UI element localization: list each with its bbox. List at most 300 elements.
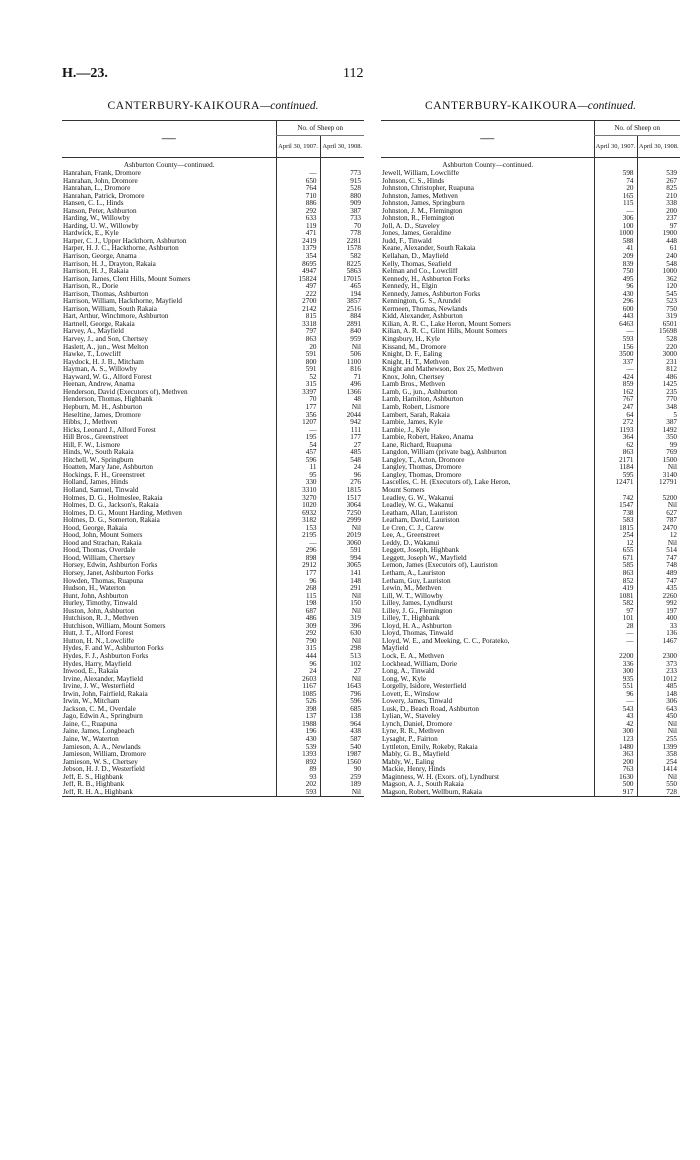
- sheep-count-1907: 2171: [594, 457, 637, 465]
- table-row: [381, 170, 680, 178]
- table-row: [381, 759, 680, 767]
- owner-name: Johnson, C. S., Hinds: [382, 177, 445, 185]
- owner-name: Lamb, Robert, Lismore: [382, 403, 450, 411]
- owner-name: Lloyd, H. A., Ashburton: [382, 622, 452, 630]
- table-row: [62, 442, 364, 450]
- sheep-count-1907: 1020: [276, 502, 320, 510]
- sheep-count-1907: 306: [594, 215, 637, 223]
- table-row: [381, 434, 680, 442]
- table-row: [62, 359, 364, 367]
- table-row: [62, 532, 364, 540]
- sheep-count-1908: 1100: [320, 359, 364, 367]
- owner-name: Jeff, R. B., Highbank: [63, 781, 125, 789]
- table-row: [62, 630, 364, 638]
- sheep-count-1908: 27: [320, 668, 364, 676]
- sheep-count-1908: 825: [637, 185, 680, 193]
- table-row: [62, 728, 364, 736]
- table-row: [62, 374, 364, 382]
- sheep-count-1907: 309: [276, 623, 320, 631]
- owner-name: Hydes, F. and W., Ashburton Forks: [63, 645, 164, 653]
- owner-name: Lilley, T., Highbank: [382, 615, 440, 623]
- table-row: [381, 457, 680, 465]
- sheep-count-1907: 2419: [276, 238, 320, 246]
- sheep-count-1907: 763: [594, 766, 637, 774]
- sheep-count-1907: —: [594, 698, 637, 706]
- table-row: [62, 291, 364, 299]
- year-1908-header: April 30, 1908.: [320, 136, 364, 158]
- table-row: [381, 623, 680, 631]
- right-column: [381, 100, 680, 797]
- owner-name: Lock, E. A., Methven: [382, 653, 445, 660]
- table-row: [62, 178, 364, 186]
- sheep-count-1908: 506: [320, 351, 364, 359]
- sheep-count-1907: 444: [276, 653, 320, 661]
- sheep-count-1908: 120: [637, 283, 680, 291]
- sheep-count-1907: 28: [594, 623, 637, 631]
- sheep-count-1908: 2516: [320, 306, 364, 314]
- table-row: [62, 200, 364, 208]
- sheep-count-1907: 268: [276, 585, 320, 593]
- table-row: [381, 600, 680, 608]
- sheep-count-1908: 643: [637, 706, 680, 714]
- owner-name: Lambie, Robert, Hakeo, Anama: [382, 434, 474, 442]
- sheep-count-header: No. of Sheep on: [276, 121, 364, 136]
- sheep-count-1908: 880: [320, 193, 364, 201]
- sheep-count-1907: 419: [594, 585, 637, 593]
- table-row: [381, 774, 680, 782]
- owner-name: Irwin, John, Fairfield, Rakaia: [63, 690, 148, 698]
- sheep-count-1908: 733: [320, 215, 364, 223]
- sheep-count-1907: 2200: [594, 653, 637, 661]
- sheep-count-1907: 797: [276, 328, 320, 336]
- sheep-count-1907: 671: [594, 555, 637, 563]
- sheep-count-1907: 115: [594, 200, 637, 208]
- table-row: [62, 683, 364, 691]
- sheep-count-1907: 1379: [276, 245, 320, 253]
- owner-name: Lamb Bros., Methven: [382, 381, 446, 389]
- sheep-count-1908: 111: [320, 427, 364, 435]
- owner-name: Kidd, Alexander, Ashburton: [382, 313, 463, 321]
- sheep-count-1908: 816: [320, 366, 364, 374]
- owner-name: Horsey, Janet, Ashburton Forks: [63, 569, 154, 577]
- sheep-count-1907: 591: [276, 351, 320, 359]
- table-row: [62, 396, 364, 404]
- table-row: [381, 200, 680, 208]
- sheep-count-1908: 485: [637, 683, 680, 691]
- table-row: [62, 578, 364, 586]
- sheep-count-1908: 3065: [320, 562, 364, 570]
- sheep-count-1907: 296: [276, 547, 320, 555]
- owner-name: Le Cren, C. J., Carew: [382, 524, 445, 532]
- sheep-count-1907: 1081: [594, 593, 637, 601]
- table-row: [62, 766, 364, 774]
- sheep-count-1907: 585: [594, 562, 637, 570]
- sheep-count-1908: 942: [320, 419, 364, 427]
- table-row: [62, 510, 364, 518]
- owner-name: Jaine, C., Ruapuna: [63, 720, 118, 728]
- table-row: [381, 517, 680, 525]
- sheep-count-1908: 200: [637, 208, 680, 216]
- sheep-count-1908: 8225: [320, 261, 364, 269]
- owner-name: Leggett, Joseph, Highbank: [382, 547, 460, 555]
- sheep-count-1907: 354: [276, 253, 320, 261]
- table-row: [62, 313, 364, 321]
- sheep-count-1908: 750: [637, 306, 680, 314]
- table-row: [62, 230, 364, 238]
- sheep-count-1908: 141: [320, 570, 364, 578]
- owner-name: Jamieson, A. A., Newlands: [63, 743, 141, 751]
- owner-name: Judd, F., Tinwald: [382, 237, 432, 245]
- year-1907-header: April 30, 1907.: [276, 136, 320, 158]
- sheep-count-1907: 300: [594, 668, 637, 676]
- table-row: [62, 600, 364, 608]
- sheep-count-1907: 337: [594, 359, 637, 367]
- sheep-count-1908: 1012: [637, 676, 680, 684]
- sheep-count-1907: 64: [594, 412, 637, 420]
- table-row: [62, 502, 364, 510]
- sheep-count-1908: Nil: [320, 676, 364, 684]
- table-row: [62, 412, 364, 420]
- sheep-count-1908: 435: [637, 585, 680, 593]
- sheep-count-1907: 20: [276, 344, 320, 352]
- table-row: [62, 781, 364, 789]
- owner-name: Hinds, W., South Rakaia: [63, 449, 134, 457]
- owner-name: Mably, G. B., Mayfield: [382, 751, 450, 759]
- sheep-count-1908: 884: [320, 313, 364, 321]
- table-row: [381, 313, 680, 321]
- sheep-count-1908: 550: [637, 781, 680, 789]
- sheep-count-1908: 24: [320, 464, 364, 472]
- county-subheading: Ashburton County—continued.: [442, 161, 534, 170]
- sheep-count-1908: Nil: [320, 525, 364, 533]
- sheep-count-1908: 61: [637, 245, 680, 253]
- section-title-suffix: —continued.: [577, 100, 637, 112]
- sheep-count-1907: 457: [276, 449, 320, 457]
- table-row: [62, 261, 364, 269]
- table-row: [62, 170, 364, 178]
- sheep-count-1908: 1492: [637, 427, 680, 435]
- table-row: [62, 555, 364, 563]
- owner-name: Hanrahan, L., Dromore: [63, 185, 131, 193]
- owner-name: Jones, James, Geraldine: [382, 230, 452, 238]
- owner-name: Harper, C. J., Upper Hackthorn, Ashburton: [63, 237, 187, 245]
- table-row: [62, 744, 364, 752]
- sheep-count-1908: 489: [637, 570, 680, 578]
- sheep-count-1908: 17015: [320, 276, 364, 284]
- sheep-count-1908: 2019: [320, 532, 364, 540]
- sheep-count-1907: 863: [276, 336, 320, 344]
- owner-name: Lemon, James (Executors of), Lauriston: [382, 562, 498, 570]
- table-row: [381, 691, 680, 699]
- table-row: [381, 562, 680, 570]
- owner-name: Hart, Arthur, Winchmore, Ashburton: [63, 313, 169, 321]
- sheep-count-1907: 43: [594, 713, 637, 721]
- owner-name: Mably, W., Ealing: [382, 758, 435, 766]
- sheep-count-1908: 267: [637, 178, 680, 186]
- table-row: [62, 487, 364, 495]
- sheep-count-1908: 3000: [637, 351, 680, 359]
- owner-name: Johnston, James, Springburn: [382, 200, 465, 208]
- owner-name: Hitchell, W., Springburn: [63, 456, 134, 464]
- sheep-count-1907: 12471: [594, 479, 637, 487]
- county-subheading: Ashburton County—continued.: [123, 161, 215, 170]
- owner-name: Knox, John, Chertsey: [382, 373, 445, 381]
- owner-name: Jeff, E. S., Highbank: [63, 773, 123, 781]
- sheep-count-1908: 48: [320, 396, 364, 404]
- sheep-count-1907: 15824: [276, 276, 320, 284]
- owner-name: Hayward, W. G., Alford Forest: [63, 373, 152, 381]
- table-row: [381, 683, 680, 691]
- sheep-count-1908: 231: [637, 359, 680, 367]
- table-row: [62, 457, 364, 465]
- sheep-count-1908: Nil: [320, 638, 364, 646]
- table-row: [62, 789, 364, 797]
- sheep-count-1908: [637, 645, 680, 653]
- sheep-count-1908: 796: [320, 691, 364, 699]
- sheep-count-1908: 1560: [320, 759, 364, 767]
- sheep-count-1908: 540: [320, 744, 364, 752]
- owner-name: Henderson, David (Executors of), Methven: [63, 388, 188, 396]
- table-row: [381, 261, 680, 269]
- sheep-count-1907: 764: [276, 185, 320, 193]
- sheep-count-1907: 272: [594, 419, 637, 427]
- sheep-count-1908: 1425: [637, 381, 680, 389]
- table-row: [62, 562, 364, 570]
- sheep-count-1908: 362: [637, 276, 680, 284]
- sheep-count-1908: 787: [637, 517, 680, 525]
- sheep-count-1907: 3397: [276, 389, 320, 397]
- owner-name: Long, W., Kyle: [382, 675, 427, 683]
- owner-name: Hutchison, R. J., Methven: [63, 615, 139, 623]
- owner-name: Hurley, Timothy, Tinwald: [63, 600, 138, 608]
- table-row: [381, 789, 680, 797]
- sheep-count-1907: 95: [276, 472, 320, 480]
- owner-name: Kennington, G. S., Arundel: [382, 298, 461, 306]
- table-row: [62, 381, 364, 389]
- owner-name: Lyne, R. R., Methven: [382, 728, 445, 736]
- sheep-count-1908: 596: [320, 698, 364, 706]
- table-row: [62, 238, 364, 246]
- sheep-count-1908: 15698: [637, 328, 680, 336]
- owner-name: Holmes, D. G., Holmeslee, Rakaia: [63, 494, 163, 502]
- sheep-count-1908: 2281: [320, 238, 364, 246]
- left-column: [62, 100, 364, 797]
- table-row: [381, 713, 680, 721]
- owner-name: Jaine, W., Waterton: [63, 736, 119, 744]
- sheep-count-1908: 298: [320, 645, 364, 653]
- sheep-count-1908: 627: [637, 510, 680, 518]
- sheep-count-1907: 398: [276, 706, 320, 714]
- sheep-count-1908: 2300: [637, 653, 680, 661]
- table-row: [381, 238, 680, 246]
- sheep-count-1907: 1988: [276, 721, 320, 729]
- owner-name: Hood, William, Chertsey: [63, 554, 135, 562]
- table-row: [62, 691, 364, 699]
- sheep-count-1908: 1467: [637, 638, 680, 646]
- owner-name: Huston, John, Ashburton: [63, 607, 135, 615]
- section-title: CANTERBURY-KAIKOURA: [424, 100, 578, 112]
- table-row: [381, 781, 680, 789]
- section-heading: [62, 100, 364, 112]
- sheep-count-1907: 123: [594, 736, 637, 744]
- sheep-count-1907: 54: [276, 442, 320, 450]
- sheep-count-1907: 96: [276, 578, 320, 586]
- sheep-count-1908: Nil: [637, 721, 680, 729]
- sheep-count-1907: 750: [594, 268, 637, 276]
- sheep-count-1907: 935: [594, 676, 637, 684]
- owner-name: Kissand, M., Dromore: [382, 343, 447, 351]
- sheep-count-1907: 3500: [594, 351, 637, 359]
- sheep-count-1908: 400: [637, 615, 680, 623]
- year-1908-header: April 30, 1908.: [637, 136, 680, 158]
- table-row: [62, 223, 364, 231]
- owner-name: Hutt, J. T., Alford Forest: [63, 630, 134, 638]
- table-row: [62, 298, 364, 306]
- sheep-count-1907: 526: [276, 698, 320, 706]
- sheep-count-1907: 62: [594, 442, 637, 450]
- sheep-count-1907: 209: [594, 253, 637, 261]
- sheep-count-1907: 24: [276, 668, 320, 676]
- sheep-count-1908: 33: [637, 623, 680, 631]
- table-row: [381, 253, 680, 261]
- owner-name: Hockings, F. H., Greenstreet: [63, 471, 145, 479]
- owner-name: Lloyd, Thomas, Tinwald: [382, 630, 453, 638]
- sheep-count-1907: 165: [594, 193, 637, 201]
- sheep-count-1908: Nil: [320, 593, 364, 601]
- owner-name: Hutchison, William, Mount Somers: [63, 622, 166, 630]
- sheep-count-1907: 863: [594, 449, 637, 457]
- owner-name: Jeff, R. H. A., Highbank: [62, 789, 276, 797]
- owner-name: Lamb, Hamilton, Ashburton: [382, 396, 464, 404]
- owner-name: Harrison, H. J., Rakaia: [63, 268, 129, 276]
- sheep-count-1908: 1517: [320, 495, 364, 503]
- table-row: [381, 615, 680, 623]
- table-row: [381, 676, 680, 684]
- sheep-count-1908: 513: [320, 653, 364, 661]
- sheep-count-1907: —: [594, 366, 637, 374]
- table-row: [62, 185, 364, 193]
- sheep-count-1908: 138: [320, 713, 364, 721]
- sheep-count-1907: 202: [276, 781, 320, 789]
- sheep-count-1908: 528: [320, 185, 364, 193]
- sheep-count-1908: 3857: [320, 298, 364, 306]
- sheep-count-1907: 93: [276, 774, 320, 782]
- table-row: [62, 623, 364, 631]
- sheep-count-1907: 115: [276, 593, 320, 601]
- owner-name: Hepburn, M. H., Ashburton: [63, 403, 143, 411]
- sheep-count-1907: 8695: [276, 261, 320, 269]
- table-row: [381, 178, 680, 186]
- owner-name: Letham, Guy, Lauriston: [382, 577, 451, 585]
- owner-name: Kilian, A. R. C., Lake Heron, Mount Somers: [382, 320, 511, 328]
- sheep-count-1908: 291: [320, 585, 364, 593]
- sheep-count-1907: 300: [594, 728, 637, 736]
- owner-name: Langley, T., Acton, Dromore: [382, 456, 465, 464]
- sheep-count-1908: 1643: [320, 683, 364, 691]
- table-row: [381, 578, 680, 586]
- sheep-count-1908: 5: [637, 412, 680, 420]
- table-row: [381, 555, 680, 563]
- sheep-count-1908: 5200: [637, 495, 680, 503]
- sheep-count-1907: 198: [276, 600, 320, 608]
- owner-name: Jamieson, William, Dromore: [63, 751, 147, 759]
- sheep-count-1907: 790: [276, 638, 320, 646]
- table-row: [381, 630, 680, 638]
- owner-name: Long, A., Tinwald: [382, 668, 435, 676]
- owner-name: Hicks, Leonard J., Alford Forest: [63, 426, 156, 434]
- sheep-count-1908: [637, 487, 680, 495]
- sheep-count-1907: 222: [276, 291, 320, 299]
- sheep-count-1907: 363: [594, 751, 637, 759]
- table-row: [381, 706, 680, 714]
- owner-name: Lusk, D., Beach Road, Ashburton: [382, 705, 480, 713]
- sheep-count-1908: 591: [320, 547, 364, 555]
- table-row: [62, 593, 364, 601]
- sheep-count-1908: 630: [320, 630, 364, 638]
- owner-name: Hydes, Harry, Mayfield: [63, 660, 132, 668]
- owner-name: Johnston, R., Flemington: [382, 215, 455, 223]
- owner-name: Hardwick, E., Kyle: [63, 230, 119, 238]
- table-row: [62, 495, 364, 503]
- table-row: [62, 253, 364, 261]
- sheep-count-1908: 770: [637, 396, 680, 404]
- sheep-count-1907: [594, 487, 637, 495]
- owner-name: Hansen, C. L., Hinds: [63, 200, 124, 208]
- owner-name: Knight and Mathewson, Box 25, Methven: [382, 366, 504, 374]
- sheep-count-1908: 350: [637, 434, 680, 442]
- owner-name: Lascelles, C. H. (Executors of), Lake Heron,: [382, 479, 511, 487]
- sheep-count-1908: 387: [637, 419, 680, 427]
- sheep-count-1907: 292: [276, 208, 320, 216]
- sheep-count-1908: 90: [320, 766, 364, 774]
- table-row: [381, 321, 680, 329]
- sheep-count-1908: 148: [637, 691, 680, 699]
- table-row: [62, 653, 364, 661]
- table-row: [381, 593, 680, 601]
- owner-name: Harrison, H. J., Drayton, Rakaia: [63, 260, 156, 268]
- sheep-count-1907: 356: [276, 412, 320, 420]
- owner-name: Mackie, Henry, Hinds: [382, 766, 446, 774]
- sheep-count-1907: 539: [276, 744, 320, 752]
- owner-name: Langley, Thomas, Dromore: [382, 464, 462, 472]
- sheep-count-1907: 3270: [276, 495, 320, 503]
- owner-name: Hydes, F. J., Ashburton Forks: [63, 653, 149, 660]
- sheep-count-1907: 12: [594, 540, 637, 548]
- sheep-count-1907: 330: [276, 479, 320, 487]
- sheep-count-1908: 728: [637, 789, 680, 797]
- table-row: [381, 540, 680, 548]
- sheep-table: [62, 120, 364, 797]
- sheep-count-1908: 177: [320, 434, 364, 442]
- section-heading: [381, 100, 680, 112]
- owner-name: Hibbs, J., Methven: [63, 419, 118, 427]
- sheep-count-1907: 162: [594, 389, 637, 397]
- owner-name: Hanrahan, John, Dromore: [63, 177, 138, 185]
- sheep-count-1907: 424: [594, 374, 637, 382]
- owner-name: Holland, Samuel, Tinwald: [63, 486, 139, 494]
- sheep-count-1907: 6932: [276, 510, 320, 518]
- sheep-count-1907: 156: [594, 344, 637, 352]
- table-row: [381, 442, 680, 450]
- table-row: [62, 427, 364, 435]
- table-row: [381, 276, 680, 284]
- owner-name: Harrison, William, Hackthorne, Mayfield: [63, 298, 182, 306]
- table-row: [381, 344, 680, 352]
- table-row: [381, 464, 680, 472]
- owner-name: Harrison, William, South Rakaia: [63, 305, 157, 313]
- section-title-suffix: —continued.: [260, 100, 319, 112]
- owner-name: Holmes, D. G., Somerton, Rakaia: [63, 517, 160, 525]
